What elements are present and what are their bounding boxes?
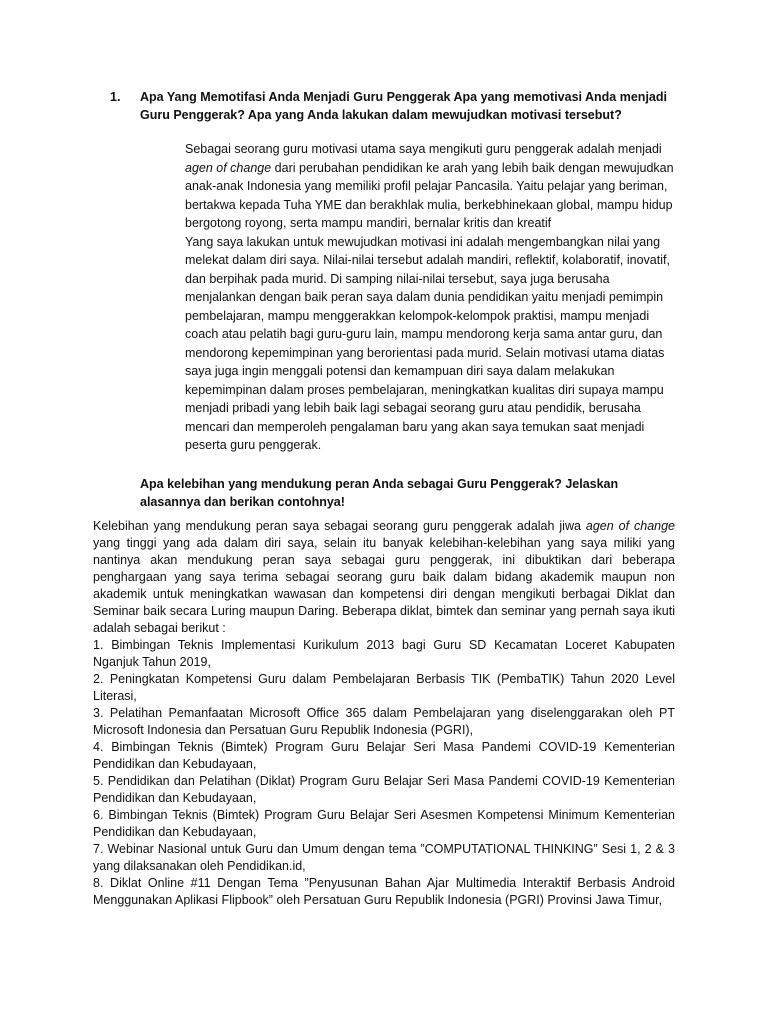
question-2: Apa kelebihan yang mendukung peran Anda sebagai Guru Penggerak? Jelaskan alasannya dan berikan contohnya! [140, 477, 619, 509]
question-1 [110, 88, 670, 124]
answer-2-intro-italic: agen of change [585, 519, 675, 533]
training-list [93, 637, 675, 909]
answer-1-paragraph-1 [185, 140, 675, 233]
training-list-item: 7. Webinar Nasional untuk Guru dan Umum dengan tema ”COMPUTATIONAL THINKING” Sesi 1, 2 & 3 yang dilaksanakan oleh Pendidikan.id, [93, 842, 675, 873]
answer-1-paragraph-2: Yang saya lakukan untuk mewujudkan motivasi ini adalah mengembangkan nilai yang melekat dalam diri saya. Nilai-nilai tersebut adalah mandiri, reflektif, kolaboratif, inovatif, dan berpihak pada murid. Di samping nilai-nilai tersebut, saya juga berusaha menjalankan dengan baik peran saya dalam dunia pendidikan yaitu menjadi pemimpin pembelajaran, mampu menggerakkan kelompok-kelompok praktisi, mampu menjadi coach atau pelatih bagi guru-guru lain, mampu mendorong kerja sama antar guru, dan mendorong kepemimpinan yang berorientasi pada murid. Selain motivasi utama diatas saya juga ingin menggali potensi dan kemampuan diri saya dalam melakukan kepemimpinan dalam proses pembelajaran, meningkatkan kualitas diri supaya mampu menjadi pribadi yang lebih baik lagi sebagai seorang guru atau pendidik, berusaha mencari dan memperoleh pengalaman baru yang akan saya temukan saat menjadi peserta guru penggerak. [185, 234, 670, 452]
question-1-text: Apa Yang Memotifasi Anda Menjadi Guru Penggerak Apa yang memotivasi Anda menjadi Guru Penggerak? Apa yang Anda lakukan dalam mewujudkan motivasi tersebut? [140, 90, 667, 122]
training-list-item: 2. Peningkatan Kompetensi Guru dalam Pembelajaran Berbasis TIK (PembaTIK) Tahun 2020 Level Literasi, [93, 672, 675, 703]
answer-2-intro-start: Kelebihan yang mendukung peran saya sebagai seorang guru penggerak adalah jiwa [93, 519, 586, 533]
training-list-item: 5. Pendidikan dan Pelatihan (Diklat) Program Guru Belajar Seri Masa Pandemi COVID-19 Kementerian Pendidikan dan Kebudayaan, [93, 774, 675, 805]
question-1-number: 1. [110, 90, 121, 104]
training-list-item: 6. Bimbingan Teknis (Bimtek) Program Guru Belajar Seri Asesmen Kompetensi Minimum Kementerian Pendidikan dan Kebudayaan, [93, 808, 675, 839]
training-list-item: 8. Diklat Online #11 Dengan Tema ”Penyusunan Bahan Ajar Multimedia Interaktif Berbasis Android Menggunakan Aplikasi Flipbook” oleh Persatuan Guru Republik Indonesia (PGRI) Provinsi Jawa Timur, [93, 876, 675, 907]
answer-1-p1-start: Sebagai seorang guru motivasi utama saya mengikuti guru penggerak adalah menjadi [185, 142, 662, 156]
training-list-item: 3. Pelatihan Pemanfaatan Microsoft Office 365 dalam Pembelajaran yang diselenggarakan oleh PT Microsoft Indonesia dan Persatuan Guru Republik Indonesia (PGRI), [93, 706, 675, 737]
training-list-item: 1. Bimbingan Teknis Implementasi Kurikulum 2013 bagi Guru SD Kecamatan Loceret Kabupaten Nganjuk Tahun 2019, [93, 638, 675, 669]
answer-1-p1-italic: agen of change [185, 160, 272, 175]
answer-2 [93, 518, 675, 909]
training-list-item: 4. Bimbingan Teknis (Bimtek) Program Guru Belajar Seri Masa Pandemi COVID-19 Kementerian Pendidikan dan Kebudayaan, [93, 740, 675, 771]
answer-1 [185, 140, 675, 455]
answer-2-intro-end: yang tinggi yang ada dalam diri saya, selain itu banyak kelebihan-kelebihan yang saya miliki yang nantinya akan mendukung peran saya sebagai guru penggerak, ini dibuktikan dari beberapa penghargaan yang saya terima sebagai seorang guru baik dalam bidang akademik maupun non akademik untuk meningkatkan wawasan dan kompetensi diri dengan mengikuti berbagai Diklat dan Seminar baik secara Luring maupun Daring. Beberapa diklat, bimtek dan seminar yang pernah saya ikuti adalah sebagai berikut : [93, 536, 675, 635]
answer-1-p1-end: dari perubahan pendidikan ke arah yang lebih baik dengan mewujudkan anak-anak Indonesia yang memiliki profil pelajar Pancasila. Yaitu pelajar yang beriman, bertakwa kepada Tuha YME dan berakhlak mulia, berkebhinekaan global, mampu hidup bergotong royong, serta mampu mandiri, bernalar kritis dan kreatif [185, 160, 674, 230]
answer-2-intro [93, 518, 675, 637]
